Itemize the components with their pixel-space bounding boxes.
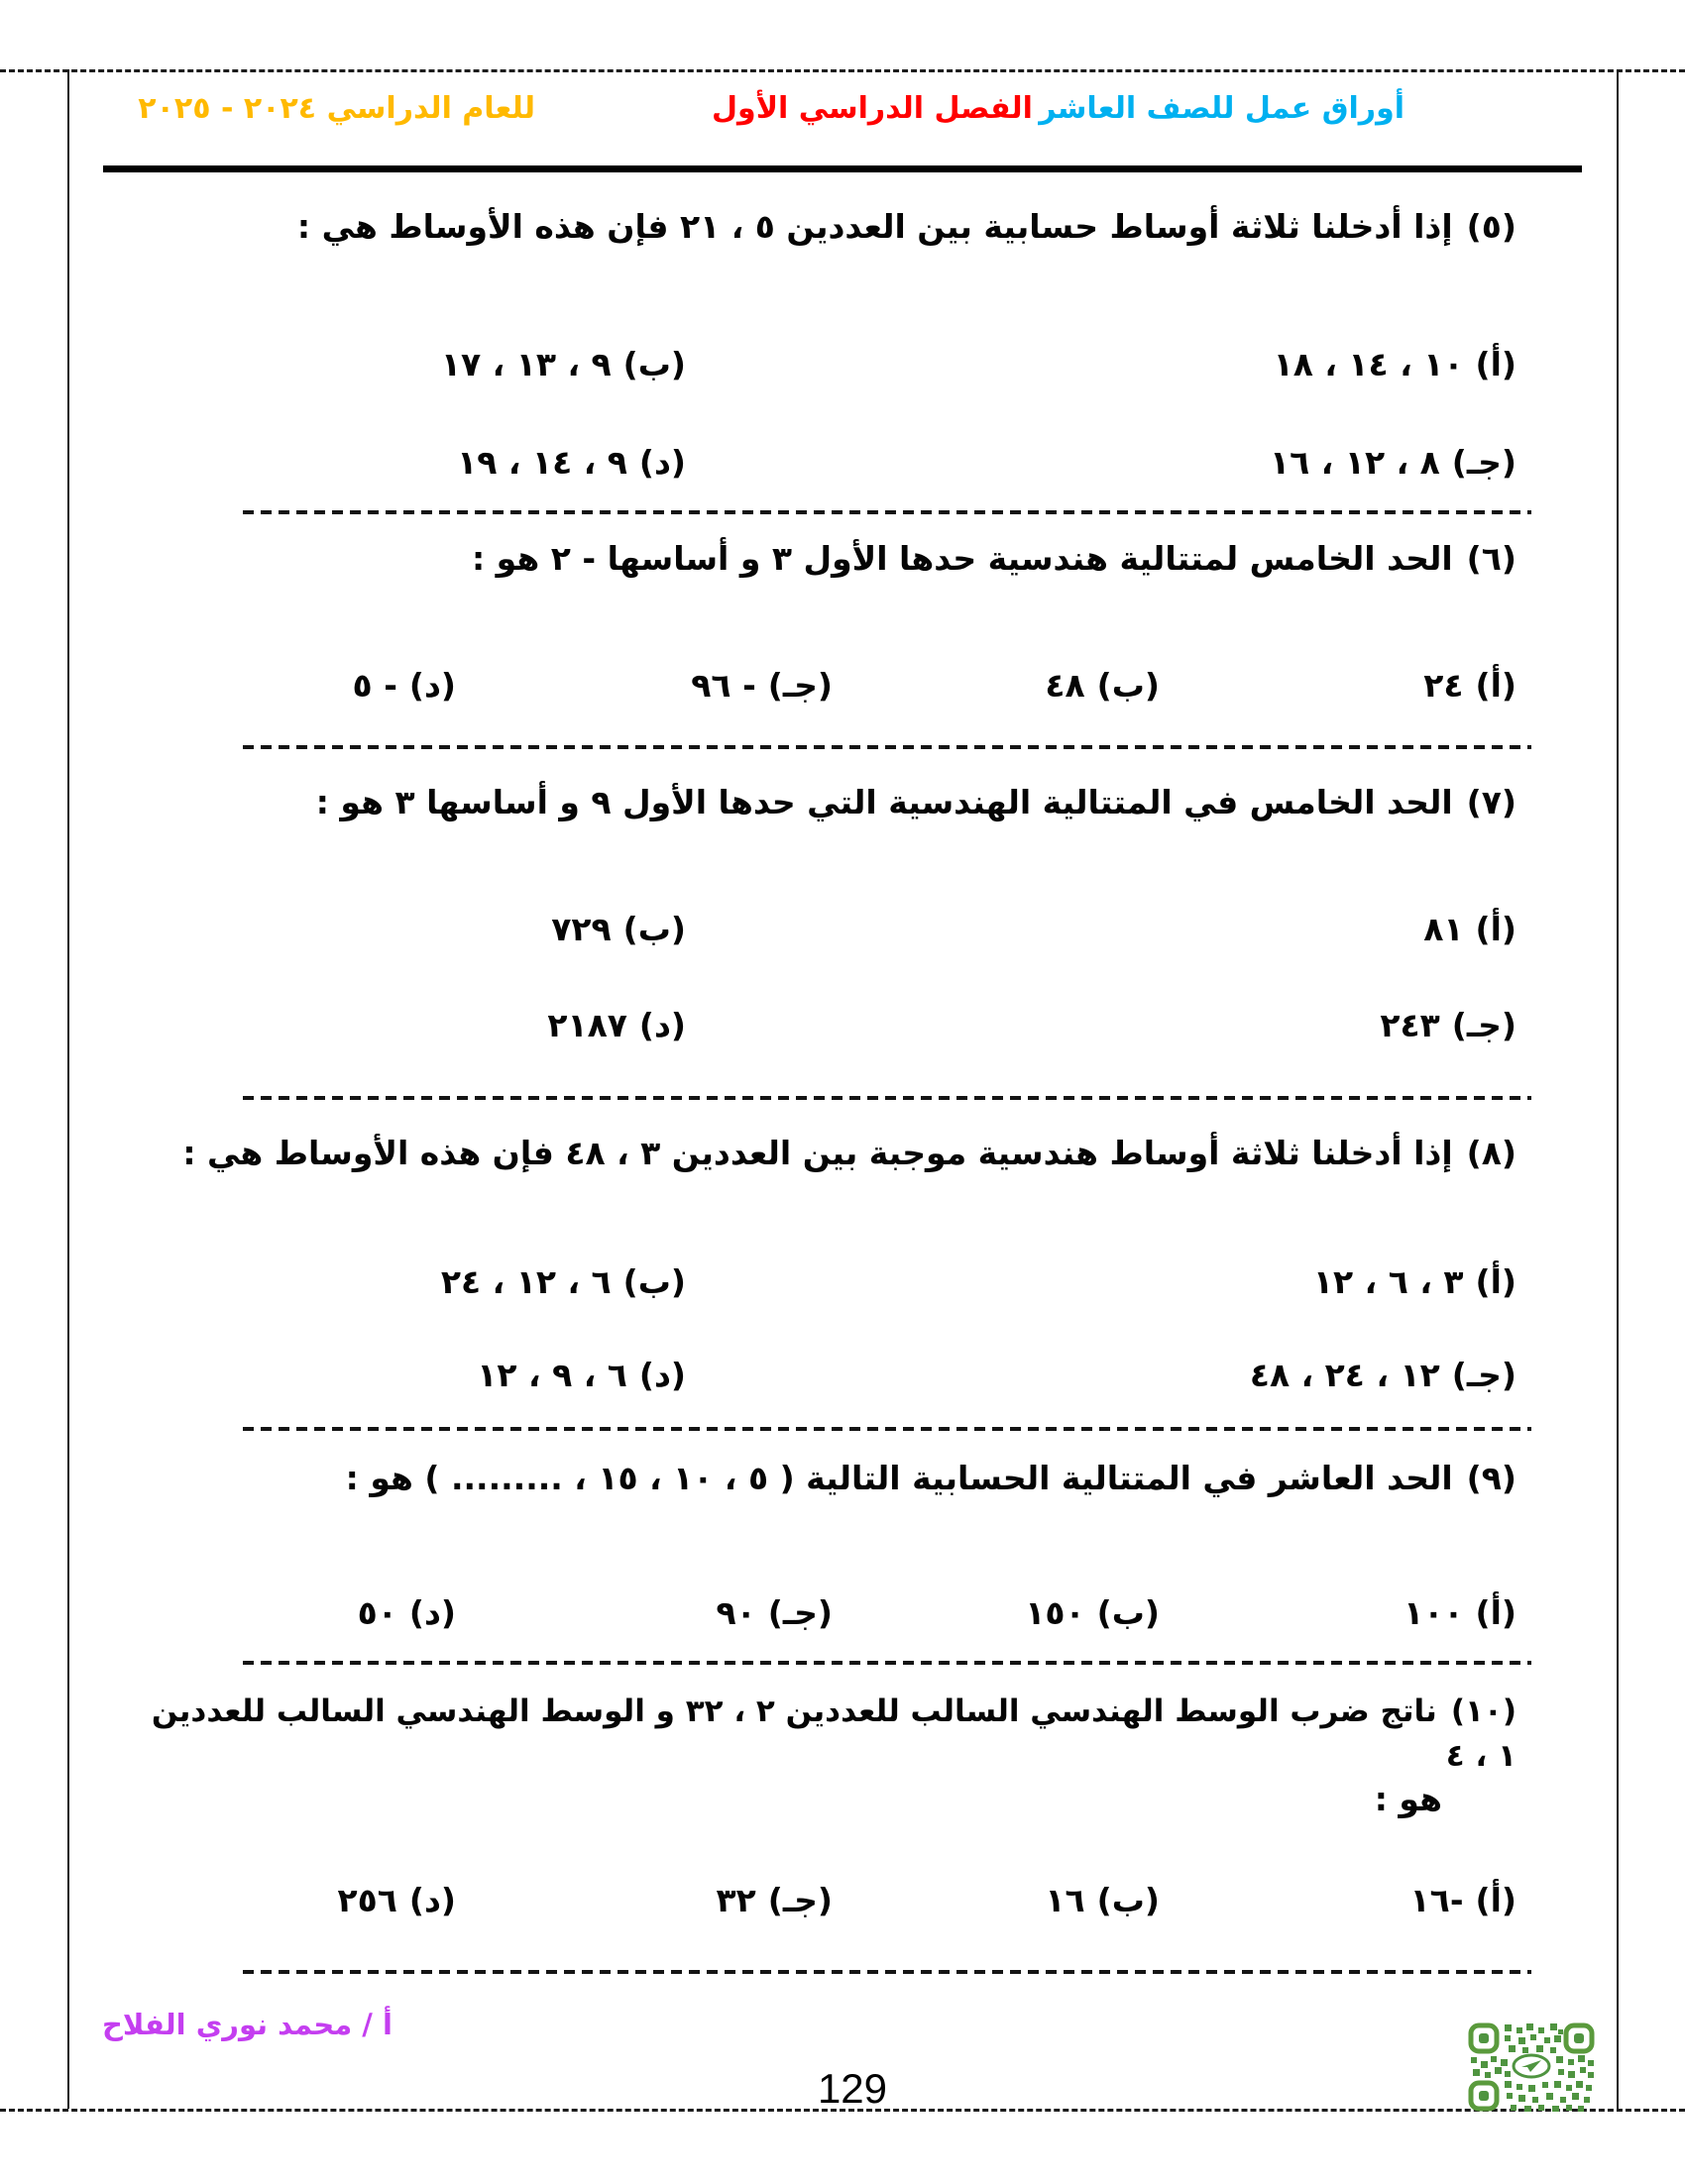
option-value: ٨ ، ١٢ ، ١٦ [1269,443,1440,482]
option-value: ٣٢ [716,1881,756,1919]
option-label: (د) [638,1006,686,1044]
question-text: إذا أدخلنا ثلاثة أوساط حسابية بين العددين ٥ ، ٢١ فإن هذه الأوساط هي : [296,207,1453,246]
option-value: ١٢ ، ٢٤ ، ٤٨ [1249,1356,1440,1394]
question-6 [139,535,1516,583]
option-value: ٩ ، ١٤ ، ١٩ [457,443,627,482]
option-label: (أ) [1475,666,1516,705]
option-label: (د) [638,443,686,482]
option-b [833,1881,1160,1919]
question-6-options-row [149,666,1516,705]
option-label: (أ) [1475,1262,1516,1301]
question-number: (١٠) [1450,1693,1516,1729]
page-border-right [1617,69,1619,2109]
option-c [686,1356,1516,1394]
option-label: (ب) [1096,1881,1160,1919]
option-d [248,1006,686,1044]
option-a [1160,1881,1516,1919]
option-label: (جـ) [1451,1006,1516,1044]
header-rule [103,165,1582,172]
option-b [248,1262,686,1301]
option-label: (د) [408,1881,456,1919]
option-c [686,443,1516,482]
option-c [456,1881,833,1919]
option-value: -١٦ [1409,1881,1464,1919]
option-value: ٤٨ [1045,666,1085,705]
question-text-line-2: هو : [1374,1780,1442,1818]
option-value: ٢٤ [1423,666,1464,705]
separator [243,1427,1531,1431]
option-value: ٦ ، ١٢ ، ٢٤ [440,1262,612,1301]
option-label: (جـ) [1451,1356,1516,1394]
option-label: (أ) [1475,345,1516,383]
qr-code-icon [1467,2021,1596,2113]
question-text: الحد الخامس لمتتالية هندسية حدها الأول ٣ و أساسها - ٢ هو : [471,539,1453,578]
option-d [248,1881,456,1919]
option-value: ٩٠ [716,1593,756,1632]
question-7-options-row-2 [149,1006,1516,1044]
option-value: ١٦ [1045,1881,1085,1919]
option-label: (أ) [1475,910,1516,948]
option-label: (جـ) [767,1881,833,1919]
option-label: (ب) [1096,666,1160,705]
option-label: (جـ) [767,666,833,705]
question-5-options-row-1 [149,345,1516,383]
header-title-semester: الفصل الدراسي الأول [712,91,1033,126]
option-value: - ٩٦ [691,666,756,705]
question-8-options-row-1 [149,1262,1516,1301]
option-value: ١٥٠ [1025,1593,1085,1632]
question-10 [139,1690,1516,1779]
option-label: (د) [638,1356,686,1394]
option-value: ٢٥٦ [337,1881,397,1919]
header-title-year: للعام الدراسي ٢٠٢٤ - ٢٠٢٥ [138,91,535,126]
option-a [1160,1593,1516,1632]
question-number: (٨) [1466,1134,1516,1172]
option-value: ٢٤٣ [1380,1006,1440,1044]
header-title-grade: أوراق عمل للصف العاشر [1039,91,1404,126]
option-value: ٥٠ [357,1593,397,1632]
option-a [686,910,1516,948]
option-value: ٣ ، ٦ ، ١٢ [1312,1262,1464,1301]
question-10-line-2 [139,1776,1442,1823]
option-d [248,666,456,705]
option-b [833,666,1160,705]
question-5 [139,203,1516,251]
separator [243,1970,1531,1974]
option-a [686,1262,1516,1301]
separator [243,1661,1531,1665]
option-value: ٦ ، ٩ ، ١٢ [477,1356,627,1394]
option-label: (أ) [1475,1881,1516,1919]
option-a [686,345,1516,383]
option-value: ١٠ ، ١٤ ، ١٨ [1273,345,1464,383]
option-value: ٧٢٩ [551,910,612,948]
teacher-name: أ / محمد نوري الفلاح [102,2008,393,2041]
question-text: الحد العاشر في المتتالية الحسابية التالية ( ٥ ، ١٠ ، ١٥ ، ......... ) هو : [345,1459,1453,1497]
option-b [248,910,686,948]
question-text-line-1: ناتج ضرب الوسط الهندسي السالب للعددين ٢ ، ٣٢ و الوسط الهندسي السالب للعددين ١ ، ٤ [151,1693,1516,1774]
option-label: (د) [408,666,456,705]
option-b [833,1593,1160,1632]
option-value: ٨١ [1423,910,1464,948]
option-label: (أ) [1475,1593,1516,1632]
question-8 [139,1130,1516,1177]
option-value: ٩ ، ١٣ ، ١٧ [440,345,612,383]
question-8-options-row-2 [149,1356,1516,1394]
question-10-options-row [149,1881,1516,1919]
option-label: (ب) [1096,1593,1160,1632]
page-number: 129 [817,2065,888,2112]
question-text: الحد الخامس في المتتالية الهندسية التي حدها الأول ٩ و أساسها ٣ هو : [315,783,1453,821]
option-d [248,1593,456,1632]
question-7 [139,779,1516,826]
separator [243,745,1531,749]
option-c [686,1006,1516,1044]
option-c [456,1593,833,1632]
option-d [248,1356,686,1394]
question-number: (٥) [1466,207,1516,246]
option-value: ١٠٠ [1404,1593,1464,1632]
question-9 [139,1455,1516,1502]
question-9-options-row [149,1593,1516,1632]
option-d [248,443,686,482]
option-label: (جـ) [767,1593,833,1632]
option-value: ٢١٨٧ [547,1006,627,1044]
option-a [1160,666,1516,705]
option-label: (ب) [622,910,686,948]
separator [243,1096,1531,1100]
option-c [456,666,833,705]
question-number: (٩) [1466,1459,1516,1497]
option-value: - ٥ [352,666,397,705]
option-label: (جـ) [1451,443,1516,482]
page-border-left [67,69,69,2109]
question-number: (٦) [1466,539,1516,578]
option-label: (ب) [622,345,686,383]
page-border-top [0,69,1685,72]
option-b [248,345,686,383]
question-number: (٧) [1466,783,1516,821]
option-label: (ب) [622,1262,686,1301]
question-text: إذا أدخلنا ثلاثة أوساط هندسية موجبة بين العددين ٣ ، ٤٨ فإن هذه الأوساط هي : [182,1134,1453,1172]
option-label: (د) [408,1593,456,1632]
question-7-options-row-1 [149,910,1516,948]
separator [243,510,1531,514]
question-5-options-row-2 [149,443,1516,482]
